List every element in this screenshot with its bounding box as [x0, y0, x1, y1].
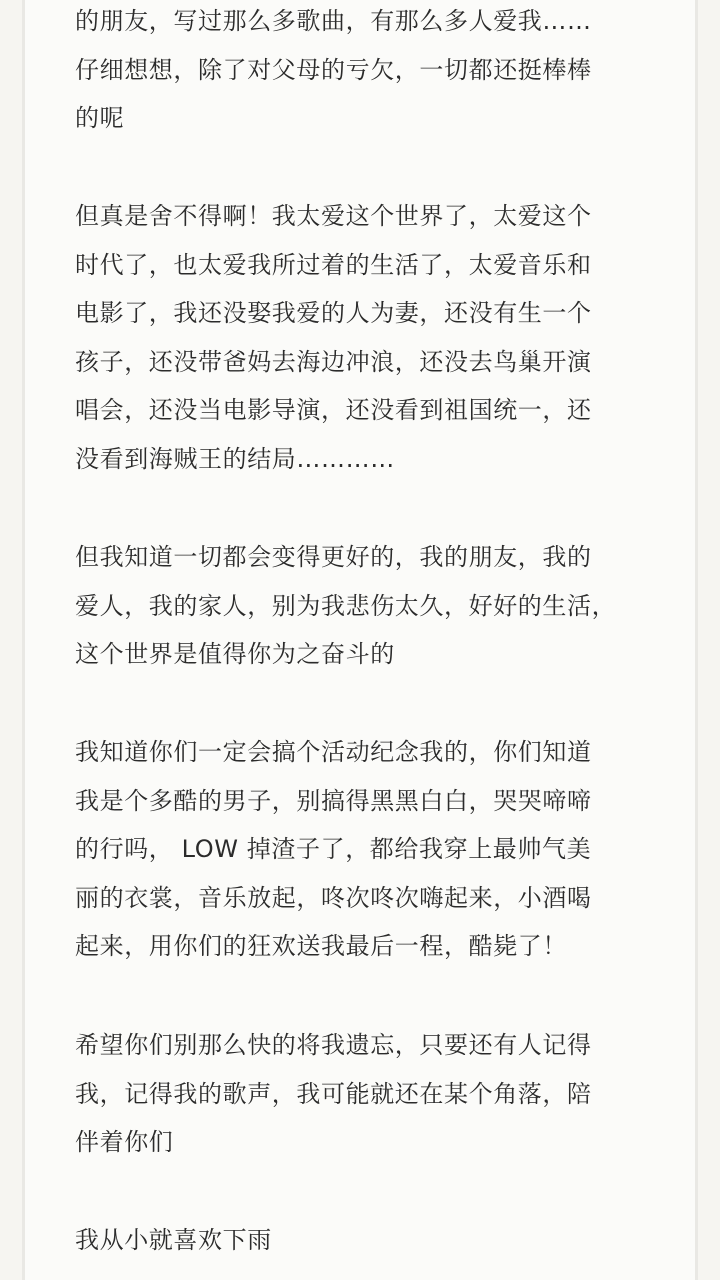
- text-line: 我是个多酷的男子，别搞得黑黑白白，哭哭啼啼: [75, 786, 592, 815]
- text-line: 丽的衣裳，音乐放起，咚次咚次嗨起来，小酒喝: [75, 883, 592, 912]
- text-line: 希望你们别那么快的将我遗忘，只要还有人记得: [75, 1031, 592, 1059]
- paragraph-1: [75, 0, 645, 143]
- text-line: 时代了，也太爱我所过着的生活了，太爱音乐和: [75, 250, 592, 279]
- paragraph-6: [75, 1216, 645, 1265]
- text-line: 爱人，我的家人，别为我悲伤太久，好好的生活，: [75, 591, 617, 620]
- text-line: 我，记得我的歌声，我可能就还在某个角落，陪: [75, 1079, 592, 1108]
- paragraph-4: [75, 728, 645, 971]
- text-line: 我从小就喜欢下雨: [75, 1226, 272, 1254]
- text-line: 的朋友，写过那么多歌曲，有那么多人爱我……: [75, 7, 592, 35]
- paragraph-2: [75, 192, 645, 484]
- text-line: 伴着你们: [75, 1128, 174, 1157]
- text-line: 我知道你们一定会搞个活动纪念我的，你们知道: [75, 738, 592, 766]
- paragraph-5: [75, 1021, 645, 1167]
- right-page-edge: [695, 0, 698, 1280]
- text-line: 但我知道一切都会变得更好的，我的朋友，我的: [75, 543, 592, 571]
- text-line: 的呢: [75, 104, 125, 133]
- text-line: 孩子，还没带爸妈去海边冲浪，还没去鸟巢开演: [75, 347, 592, 376]
- text-line: 这个世界是值得你为之奋斗的: [75, 640, 395, 669]
- text-line: 电影了，我还没娶我爱的人为妻，还没有生一个: [75, 299, 592, 328]
- text-line: 没看到海贼王的结局…………: [75, 444, 395, 473]
- text-line: 仔细想想，除了对父母的亏欠，一切都还挺棒棒: [75, 55, 592, 84]
- text-line: 唱会，还没当电影导演，还没看到祖国统一，还: [75, 396, 592, 425]
- text-line: 但真是舍不得啊！我太爱这个世界了，太爱这个: [75, 202, 592, 230]
- text-line: 起来，用你们的狂欢送我最后一程，酷毙了！: [75, 932, 567, 961]
- paragraph-3: [75, 533, 645, 679]
- text-line: 的行吗， LOW 掉渣子了，都给我穿上最帅气美: [75, 835, 592, 864]
